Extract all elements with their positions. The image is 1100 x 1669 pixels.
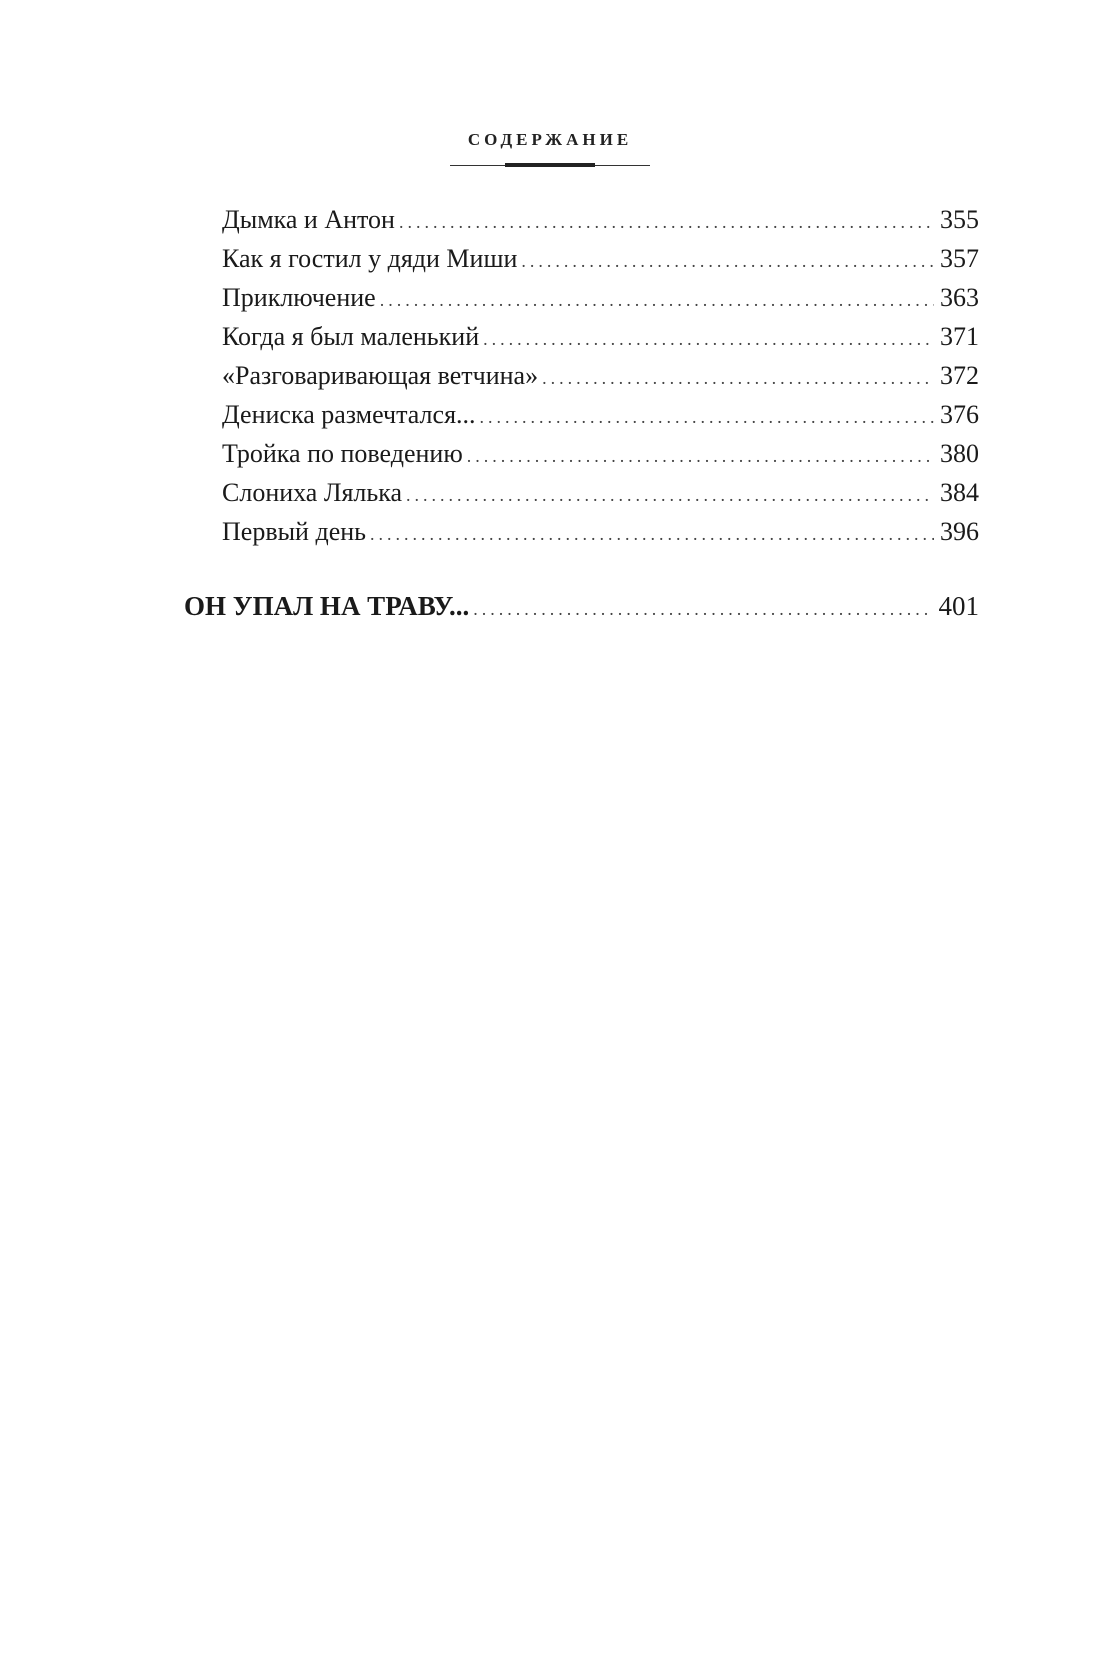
- toc-entry[interactable]: [222, 200, 979, 239]
- toc-leader-dots: [542, 359, 934, 398]
- toc-entry[interactable]: [222, 239, 979, 278]
- toc-entry-title: Когда я был маленький: [222, 322, 480, 351]
- toc-entry-page: 384: [940, 478, 979, 507]
- toc-entry-title: Тройка по поведению: [222, 439, 463, 468]
- toc-entry-title: Приключение: [222, 283, 376, 312]
- toc-entry-title: Слониха Лялька: [222, 478, 403, 507]
- toc-entry-title: Дениска размечтался...: [222, 400, 476, 429]
- toc-entry-page: 376: [940, 400, 979, 429]
- toc-section-page: 401: [938, 591, 979, 621]
- toc-leader-dots: [380, 281, 934, 320]
- ornament-thick-line: [505, 163, 595, 167]
- toc-section-title: ОН УПАЛ НА ТРАВУ...: [184, 591, 470, 621]
- toc-leader-dots: [370, 515, 934, 554]
- toc-leader-dots: [483, 320, 934, 359]
- toc-entry-title: Первый день: [222, 517, 367, 546]
- toc-entry[interactable]: [222, 278, 979, 317]
- toc-section-entry[interactable]: [184, 587, 979, 626]
- toc-leader-dots: [406, 476, 934, 515]
- toc-leader-dots: [399, 203, 934, 242]
- contents-header: [0, 130, 1100, 168]
- toc-entry[interactable]: [222, 395, 979, 434]
- toc-entry[interactable]: [222, 473, 979, 512]
- toc-entry-title: Дымка и Антон: [222, 205, 395, 234]
- toc-entry-page: 357: [940, 244, 979, 273]
- contents-title: СОДЕРЖАНИЕ: [467, 130, 633, 149]
- toc-entry[interactable]: [222, 356, 979, 395]
- toc-entry[interactable]: [222, 317, 979, 356]
- toc-entry-page: 363: [940, 283, 979, 312]
- toc-entry-title: Как я гостил у дяди Миши: [222, 244, 518, 273]
- toc-leader-dots: [521, 242, 934, 281]
- toc-list: [222, 200, 979, 551]
- toc-leader-dots: [467, 437, 934, 476]
- toc-section: [184, 587, 979, 626]
- toc-leader-dots: [480, 398, 934, 437]
- toc-entry[interactable]: [222, 434, 979, 473]
- toc-entry-page: 380: [940, 439, 979, 468]
- toc-entry-title: «Разговаривающая ветчина»: [222, 361, 539, 390]
- toc-entry[interactable]: [222, 512, 979, 551]
- toc-entry-page: 371: [940, 322, 979, 351]
- toc-entry-page: 396: [940, 517, 979, 546]
- toc-leader-dots: [473, 590, 932, 629]
- toc-entry-page: 355: [940, 205, 979, 234]
- header-ornament-rule: [450, 162, 650, 168]
- toc-entry-page: 372: [940, 361, 979, 390]
